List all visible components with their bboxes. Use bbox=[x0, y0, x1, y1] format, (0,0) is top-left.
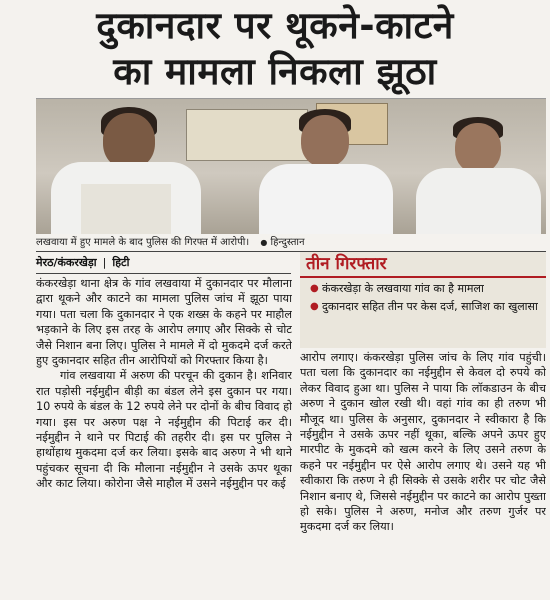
photo-caption bbox=[36, 235, 546, 252]
headline bbox=[0, 0, 550, 96]
highlight-item bbox=[310, 282, 542, 296]
bullet-icon: ● bbox=[310, 301, 319, 312]
highlight-item-text: कंकरखेड़ा के लखवाया गांव का है मामला bbox=[322, 282, 484, 295]
caption-source: ● हिन्दुस्तान bbox=[260, 237, 305, 248]
highlight-list bbox=[300, 282, 546, 314]
article-column-left bbox=[36, 276, 292, 598]
highlight-item-text: दुकानदार सहित तीन पर केस दर्ज, साजिश का खुलासा bbox=[322, 300, 538, 313]
article-paragraph: गांव लखवाया में अरुण की परचून की दुकान है। शनिवार रात पड़ोसी नईमुद्दीन बीड़ी का बंडल लेने इस दुकान पर गया। 10 रुपये के बंडल के 12 रुपये लेने पर दोनों के बीच विवाद हो गया। इस पर अरुण पक्ष ने नईमुद्दीन की पिटाई कर दी। नईमुद्दीन ने थाने पर पिटाई की तहरीर दी। इस पर पुलिस ने हाथोंहाथ मुकदमा दर्ज कर लिया। इसके बाद अरुण ने भी थाने पहुंचकर सूचना दी कि मौलाना नईमुद्दीन ने उसके ऊपर थूका और काट लिया। कोरोना जैसे माहौल में उसने नईमुद्दीन पर कई bbox=[36, 369, 292, 491]
article-paragraph: आरोप लगाए। कंकरखेड़ा पुलिस जांच के लिए गांव पहुंची। पता चला कि दुकानदार का नईमुद्दीन से केवल दो रुपये को लेकर विवाद हुआ था। पुलिस ने पाया कि लॉकडाउन के बीच अरुण ने दुकान खोल रखी थी। वहां गांव का ही तरुण भी मौजूद था। पुलिस के अनुसार, दुकानदार ने स्वीकारा है कि नईमुद्दीन ने उसके ऊपर नहीं थूका, बल्कि अपने ऊपर हुए मारपीट के मुकदमे को खत्म करने के लिए उसने तरुण के कहने पर नईमुद्दीन पर ऐसे आरोप लगाए थे। उसने यह भी स्वीकारा कि तरुण ने ही सिक्के से उसके शरीर पर चोट जैसे निशान बनाए थे, जिससे नईमुद्दीन पर काटने का आरोप पुख्ता हो सके। पुलिस ने अरुण, मनोज और तरुण गुर्जर पर मुकदमा दर्ज कर लिया। bbox=[300, 351, 546, 534]
highlight-box bbox=[300, 252, 546, 348]
highlight-item bbox=[310, 300, 542, 314]
article-column-right bbox=[300, 350, 546, 598]
accused-person-2 bbox=[251, 99, 401, 234]
news-photo bbox=[36, 98, 546, 234]
bullet-icon: ● bbox=[310, 283, 319, 294]
headline-line-2: का मामला निकला झूठा bbox=[113, 50, 437, 93]
article-paragraph: कंकरखेड़ा थाना क्षेत्र के गांव लखवाया में दुकानदार पर मौलाना द्वारा थूकने और काटने का मामला पुलिस जांच में झूठा पाया गया। पता चला कि दुकानदार ने एक शख्स के कहने पर माहौल भड़काने के लिए इस तरह के आरोप लगाए और सिक्के से चोट जैसे निशान बना लिए। पुलिस ने मामले में दो मुकदमे दर्ज करते हुए दुकानदार सहित तीन आरोपियों को गिरफ्तार किया है। bbox=[36, 277, 292, 368]
accused-person-1 bbox=[41, 99, 211, 234]
headline-line-1: दुकानदार पर थूकने-काटने bbox=[96, 4, 454, 47]
dateline bbox=[36, 253, 291, 274]
highlight-box-title: तीन गिरफ्तार bbox=[300, 252, 546, 278]
dateline-paper: हिटी bbox=[112, 256, 130, 269]
caption-text: लखवाया में हुए मामले के बाद पुलिस की गिरफ्त में आरोपी। bbox=[36, 237, 250, 248]
dateline-place: मेरठ/कंकरखेड़ा bbox=[36, 256, 97, 269]
dateline-separator: | bbox=[102, 256, 107, 269]
caption-source-name: हिन्दुस्तान bbox=[270, 237, 305, 248]
accused-person-3 bbox=[411, 99, 546, 234]
